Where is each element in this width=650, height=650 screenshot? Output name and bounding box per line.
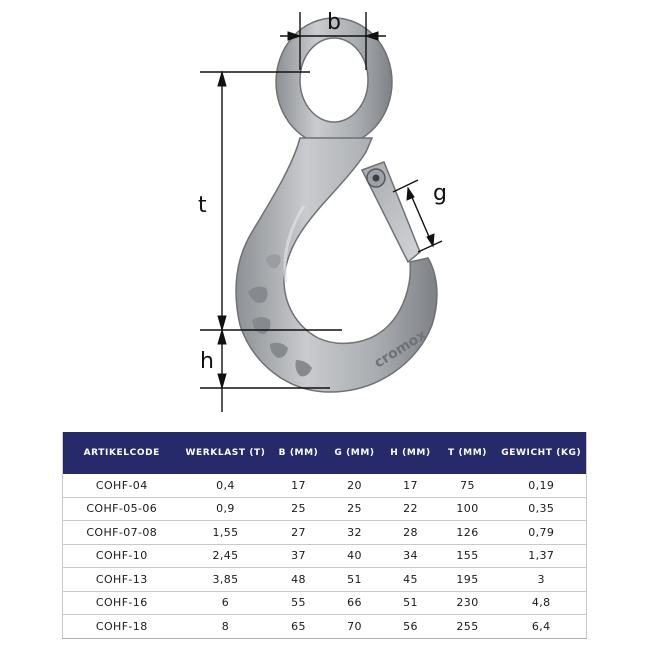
cell-h: 51 xyxy=(383,591,439,615)
header-werklast: WERKLAST (T) xyxy=(181,432,271,474)
cell-h: 56 xyxy=(383,615,439,639)
cell-b: 37 xyxy=(271,544,327,568)
cell-gewicht: 0,19 xyxy=(497,474,587,497)
header-t: T (MM) xyxy=(439,432,497,474)
cell-artikelcode: COHF-18 xyxy=(63,615,181,639)
hook-body xyxy=(236,138,437,392)
header-h: H (MM) xyxy=(383,432,439,474)
dimension-t-label: t xyxy=(198,193,207,218)
cell-werklast: 0,9 xyxy=(181,497,271,521)
cell-g: 32 xyxy=(327,521,383,545)
cell-werklast: 2,45 xyxy=(181,544,271,568)
cell-g: 70 xyxy=(327,615,383,639)
cell-t: 126 xyxy=(439,521,497,545)
cell-t: 100 xyxy=(439,497,497,521)
header-artikelcode: ARTIKELCODE xyxy=(63,432,181,474)
table-row xyxy=(63,615,587,639)
cell-werklast: 1,55 xyxy=(181,521,271,545)
cell-gewicht: 3 xyxy=(497,568,587,592)
cell-artikelcode: COHF-10 xyxy=(63,544,181,568)
table-row xyxy=(63,497,587,521)
cell-g: 25 xyxy=(327,497,383,521)
cell-b: 17 xyxy=(271,474,327,497)
table-row xyxy=(63,591,587,615)
dimension-b-label: b xyxy=(327,10,341,35)
cell-b: 27 xyxy=(271,521,327,545)
cell-gewicht: 0,35 xyxy=(497,497,587,521)
table-row xyxy=(63,474,587,497)
cell-artikelcode: COHF-04 xyxy=(63,474,181,497)
brand-mark: cromox xyxy=(371,327,430,372)
cell-t: 155 xyxy=(439,544,497,568)
cell-g: 20 xyxy=(327,474,383,497)
cell-gewicht: 4,8 xyxy=(497,591,587,615)
cell-werklast: 3,85 xyxy=(181,568,271,592)
cell-artikelcode: COHF-05-06 xyxy=(63,497,181,521)
table-row xyxy=(63,521,587,545)
cell-h: 34 xyxy=(383,544,439,568)
cell-b: 55 xyxy=(271,591,327,615)
cell-gewicht: 1,37 xyxy=(497,544,587,568)
safety-latch xyxy=(362,162,420,262)
cell-h: 17 xyxy=(383,474,439,497)
cell-g: 66 xyxy=(327,591,383,615)
cell-h: 45 xyxy=(383,568,439,592)
cell-artikelcode: COHF-13 xyxy=(63,568,181,592)
header-b: B (MM) xyxy=(271,432,327,474)
cell-b: 48 xyxy=(271,568,327,592)
cell-gewicht: 6,4 xyxy=(497,615,587,639)
cell-t: 75 xyxy=(439,474,497,497)
cell-g: 51 xyxy=(327,568,383,592)
cell-h: 22 xyxy=(383,497,439,521)
table-row xyxy=(63,568,587,592)
cell-g: 40 xyxy=(327,544,383,568)
cell-werklast: 8 xyxy=(181,615,271,639)
header-gewicht: GEWICHT (KG) xyxy=(497,432,587,474)
cell-werklast: 0,4 xyxy=(181,474,271,497)
table-header-row xyxy=(63,432,587,474)
cell-b: 25 xyxy=(271,497,327,521)
cell-t: 230 xyxy=(439,591,497,615)
cell-gewicht: 0,79 xyxy=(497,521,587,545)
cell-t: 255 xyxy=(439,615,497,639)
cell-artikelcode: COHF-16 xyxy=(63,591,181,615)
table-row xyxy=(63,544,587,568)
specification-table xyxy=(62,432,587,639)
cell-h: 28 xyxy=(383,521,439,545)
cell-artikelcode: COHF-07-08 xyxy=(63,521,181,545)
cell-b: 65 xyxy=(271,615,327,639)
dimension-h-label: h xyxy=(200,349,214,374)
header-g: G (MM) xyxy=(327,432,383,474)
cell-t: 195 xyxy=(439,568,497,592)
cell-werklast: 6 xyxy=(181,591,271,615)
dimension-g-label: g xyxy=(433,181,447,206)
